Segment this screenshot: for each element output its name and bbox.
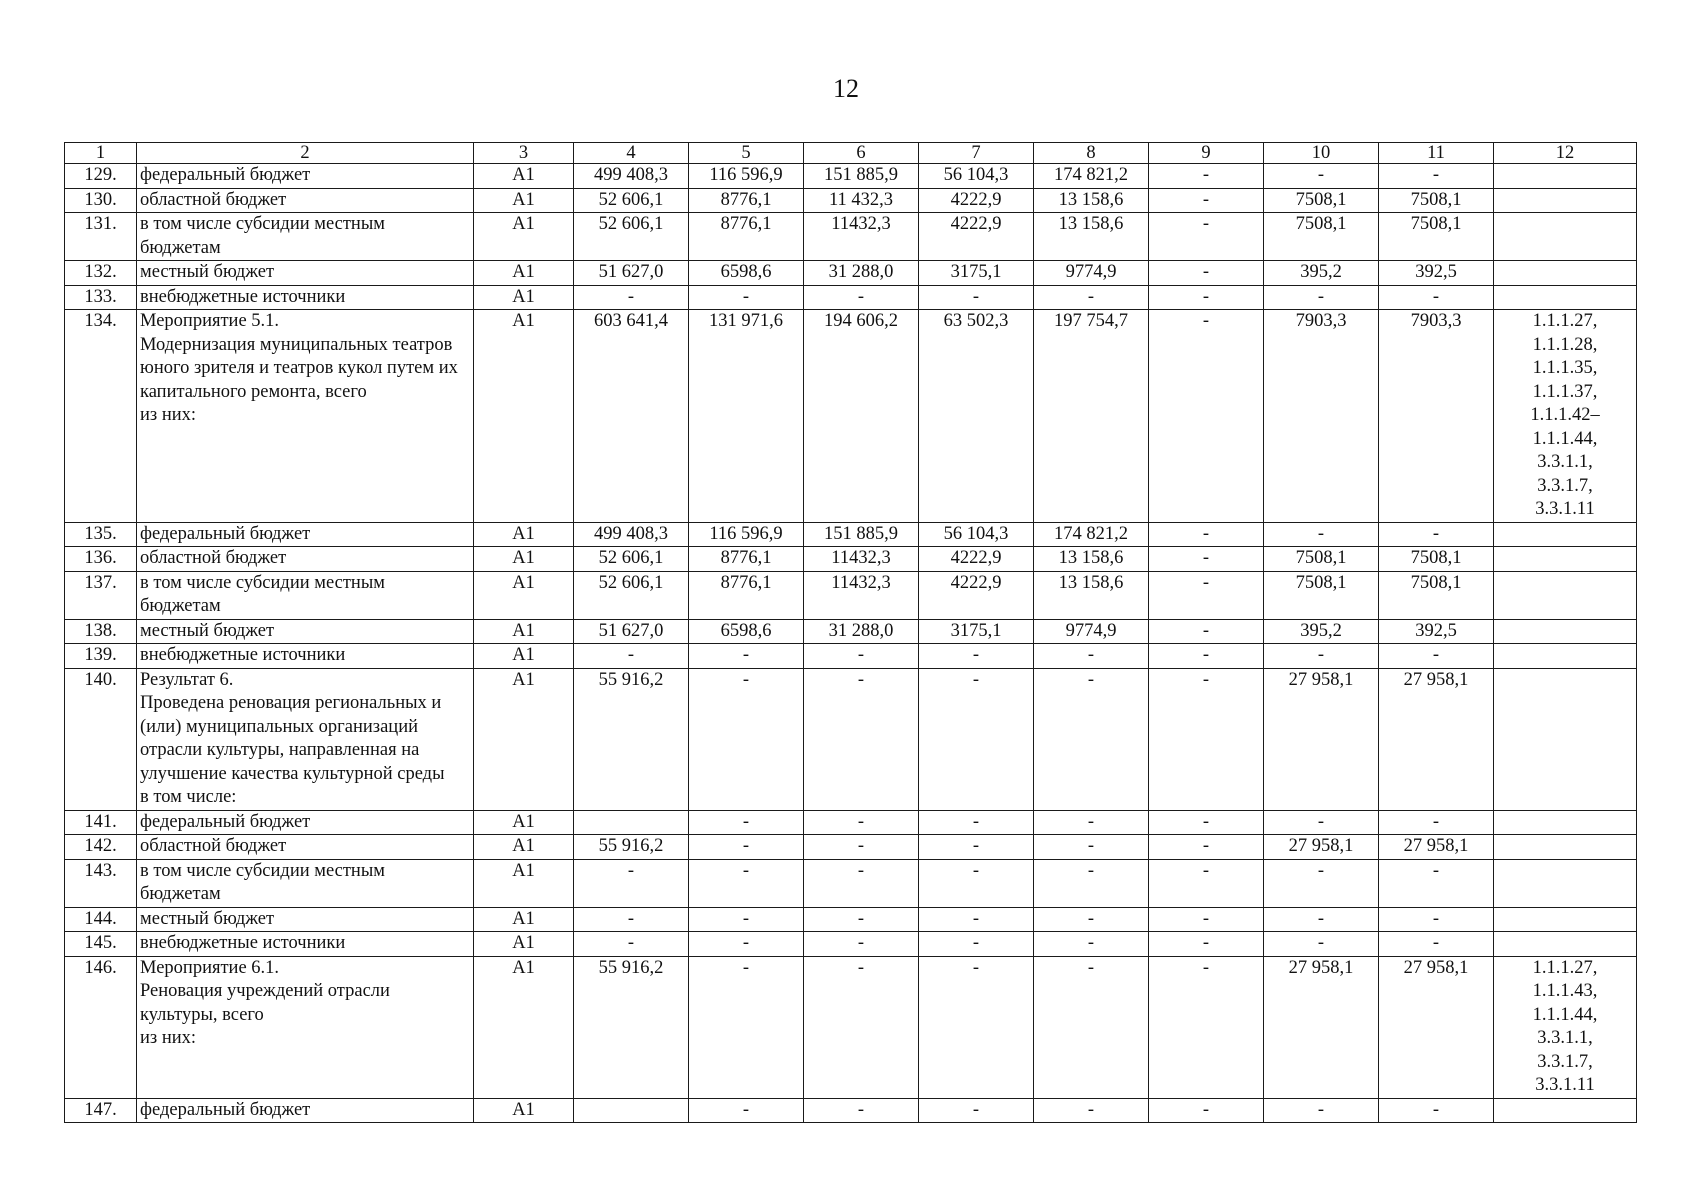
cell-col-4: 499 408,3: [574, 522, 689, 547]
cell-col-4: [574, 810, 689, 835]
cell-col-9: -: [1149, 188, 1264, 213]
cell-col-10: -: [1264, 810, 1379, 835]
cell-col-5: 116 596,9: [689, 522, 804, 547]
cell-col-8: -: [1034, 810, 1149, 835]
cell-col-11: -: [1379, 285, 1494, 310]
table-row: [65, 956, 1637, 1098]
cell-col-10: -: [1264, 859, 1379, 907]
cell-col-6: 151 885,9: [804, 522, 919, 547]
cell-col-6: 31 288,0: [804, 261, 919, 286]
cell-code: А1: [474, 859, 574, 907]
cell-indicators: [1494, 522, 1637, 547]
cell-indicators: [1494, 810, 1637, 835]
cell-col-8: 13 158,6: [1034, 213, 1149, 261]
table-row: [65, 213, 1637, 261]
cell-indicators: [1494, 164, 1637, 189]
cell-col-5: -: [689, 956, 804, 1098]
cell-col-7: -: [919, 907, 1034, 932]
cell-code: А1: [474, 932, 574, 957]
cell-code: А1: [474, 810, 574, 835]
cell-col-7: -: [919, 932, 1034, 957]
cell-col-7: -: [919, 285, 1034, 310]
cell-col-10: -: [1264, 285, 1379, 310]
cell-col-5: -: [689, 835, 804, 860]
cell-description: областной бюджет: [137, 835, 474, 860]
cell-code: А1: [474, 522, 574, 547]
cell-col-7: 56 104,3: [919, 164, 1034, 189]
cell-col-5: -: [689, 810, 804, 835]
cell-code: А1: [474, 261, 574, 286]
cell-col-4: 51 627,0: [574, 619, 689, 644]
cell-col-10: 7508,1: [1264, 188, 1379, 213]
cell-col-10: 7508,1: [1264, 571, 1379, 619]
cell-code: А1: [474, 619, 574, 644]
table-row: [65, 571, 1637, 619]
table-row: [65, 907, 1637, 932]
cell-col-9: -: [1149, 932, 1264, 957]
table-row: [65, 188, 1637, 213]
cell-col-6: -: [804, 810, 919, 835]
column-header: 8: [1034, 143, 1149, 164]
cell-code: А1: [474, 213, 574, 261]
cell-description: местный бюджет: [137, 907, 474, 932]
table-row: [65, 547, 1637, 572]
cell-indicators: [1494, 213, 1637, 261]
table-header-row: [65, 143, 1637, 164]
cell-col-11: 27 958,1: [1379, 956, 1494, 1098]
page-number: 12: [833, 74, 859, 103]
cell-col-4: 55 916,2: [574, 835, 689, 860]
column-header: 12: [1494, 143, 1637, 164]
cell-indicators: [1494, 932, 1637, 957]
cell-row-number: 145.: [65, 932, 137, 957]
cell-indicators: 1.1.1.27, 1.1.1.28, 1.1.1.35, 1.1.1.37, 1.1.1.42– 1.1.1.44, 3.3.1.1, 3.3.1.7, 3.3.1.11: [1494, 310, 1637, 523]
cell-col-9: -: [1149, 668, 1264, 810]
cell-col-4: 52 606,1: [574, 213, 689, 261]
column-header: 3: [474, 143, 574, 164]
cell-col-4: 52 606,1: [574, 571, 689, 619]
cell-row-number: 147.: [65, 1098, 137, 1123]
cell-col-6: 194 606,2: [804, 310, 919, 523]
cell-col-10: -: [1264, 907, 1379, 932]
table-row: [65, 810, 1637, 835]
cell-col-10: 7508,1: [1264, 547, 1379, 572]
table-row: [65, 261, 1637, 286]
cell-col-7: -: [919, 835, 1034, 860]
cell-col-10: -: [1264, 1098, 1379, 1123]
cell-col-11: -: [1379, 810, 1494, 835]
cell-row-number: 146.: [65, 956, 137, 1098]
cell-col-4: -: [574, 859, 689, 907]
cell-col-8: 9774,9: [1034, 261, 1149, 286]
cell-col-9: -: [1149, 644, 1264, 669]
column-header: 4: [574, 143, 689, 164]
cell-indicators: [1494, 188, 1637, 213]
cell-col-4: 52 606,1: [574, 188, 689, 213]
cell-col-6: -: [804, 835, 919, 860]
cell-col-4: -: [574, 932, 689, 957]
cell-description: федеральный бюджет: [137, 164, 474, 189]
cell-col-11: -: [1379, 522, 1494, 547]
cell-col-5: 6598,6: [689, 261, 804, 286]
cell-col-9: -: [1149, 810, 1264, 835]
cell-description: федеральный бюджет: [137, 522, 474, 547]
cell-col-9: -: [1149, 835, 1264, 860]
cell-col-7: -: [919, 956, 1034, 1098]
cell-col-8: -: [1034, 907, 1149, 932]
cell-col-10: 27 958,1: [1264, 668, 1379, 810]
cell-col-5: 8776,1: [689, 213, 804, 261]
cell-col-5: 131 971,6: [689, 310, 804, 523]
cell-col-8: -: [1034, 859, 1149, 907]
cell-col-7: -: [919, 644, 1034, 669]
cell-col-10: 27 958,1: [1264, 956, 1379, 1098]
cell-col-7: -: [919, 1098, 1034, 1123]
cell-code: А1: [474, 956, 574, 1098]
cell-col-9: -: [1149, 285, 1264, 310]
cell-code: А1: [474, 571, 574, 619]
table-row: [65, 285, 1637, 310]
cell-col-10: -: [1264, 932, 1379, 957]
cell-col-9: -: [1149, 164, 1264, 189]
cell-col-9: -: [1149, 522, 1264, 547]
cell-col-5: 8776,1: [689, 571, 804, 619]
column-header: 10: [1264, 143, 1379, 164]
cell-col-6: 11 432,3: [804, 188, 919, 213]
cell-col-6: -: [804, 285, 919, 310]
cell-col-4: 55 916,2: [574, 668, 689, 810]
cell-col-7: 4222,9: [919, 571, 1034, 619]
cell-description: в том числе субсидии местным бюджетам: [137, 213, 474, 261]
cell-col-4: 499 408,3: [574, 164, 689, 189]
cell-col-8: -: [1034, 668, 1149, 810]
cell-row-number: 137.: [65, 571, 137, 619]
cell-col-11: -: [1379, 859, 1494, 907]
cell-code: А1: [474, 1098, 574, 1123]
cell-col-11: -: [1379, 164, 1494, 189]
cell-col-8: 9774,9: [1034, 619, 1149, 644]
cell-description: федеральный бюджет: [137, 810, 474, 835]
column-header: 9: [1149, 143, 1264, 164]
cell-col-11: -: [1379, 932, 1494, 957]
table-row: [65, 668, 1637, 810]
cell-col-9: -: [1149, 213, 1264, 261]
cell-description: внебюджетные источники: [137, 932, 474, 957]
cell-row-number: 136.: [65, 547, 137, 572]
cell-row-number: 129.: [65, 164, 137, 189]
cell-col-7: 3175,1: [919, 619, 1034, 644]
column-header: 1: [65, 143, 137, 164]
column-header: 2: [137, 143, 474, 164]
cell-description: внебюджетные источники: [137, 644, 474, 669]
cell-indicators: 1.1.1.27, 1.1.1.43, 1.1.1.44, 3.3.1.1, 3.3.1.7, 3.3.1.11: [1494, 956, 1637, 1098]
cell-col-8: -: [1034, 1098, 1149, 1123]
cell-row-number: 131.: [65, 213, 137, 261]
cell-col-11: 7508,1: [1379, 547, 1494, 572]
cell-col-7: -: [919, 810, 1034, 835]
cell-col-4: 603 641,4: [574, 310, 689, 523]
cell-col-9: -: [1149, 261, 1264, 286]
cell-col-7: -: [919, 668, 1034, 810]
cell-col-7: 4222,9: [919, 547, 1034, 572]
cell-code: А1: [474, 907, 574, 932]
cell-col-5: -: [689, 1098, 804, 1123]
cell-col-8: 13 158,6: [1034, 188, 1149, 213]
cell-col-8: -: [1034, 932, 1149, 957]
cell-row-number: 135.: [65, 522, 137, 547]
cell-col-4: -: [574, 285, 689, 310]
cell-col-11: -: [1379, 1098, 1494, 1123]
cell-col-4: -: [574, 644, 689, 669]
column-header: 7: [919, 143, 1034, 164]
cell-indicators: [1494, 571, 1637, 619]
cell-col-5: -: [689, 668, 804, 810]
cell-col-6: -: [804, 644, 919, 669]
cell-col-5: 116 596,9: [689, 164, 804, 189]
column-header: 11: [1379, 143, 1494, 164]
cell-col-6: -: [804, 956, 919, 1098]
table-body: [65, 143, 1637, 1123]
cell-col-5: -: [689, 285, 804, 310]
cell-col-7: 63 502,3: [919, 310, 1034, 523]
cell-description: в том числе субсидии местным бюджетам: [137, 571, 474, 619]
table-row: [65, 164, 1637, 189]
cell-col-4: 55 916,2: [574, 956, 689, 1098]
cell-col-11: 27 958,1: [1379, 835, 1494, 860]
table-row: [65, 859, 1637, 907]
cell-code: А1: [474, 310, 574, 523]
cell-row-number: 139.: [65, 644, 137, 669]
cell-col-5: -: [689, 644, 804, 669]
table-row: [65, 1098, 1637, 1123]
cell-col-4: [574, 1098, 689, 1123]
cell-col-9: -: [1149, 1098, 1264, 1123]
cell-description: областной бюджет: [137, 188, 474, 213]
cell-col-9: -: [1149, 547, 1264, 572]
cell-row-number: 130.: [65, 188, 137, 213]
cell-description: местный бюджет: [137, 261, 474, 286]
cell-col-10: 395,2: [1264, 619, 1379, 644]
cell-col-9: -: [1149, 956, 1264, 1098]
cell-row-number: 144.: [65, 907, 137, 932]
cell-row-number: 138.: [65, 619, 137, 644]
column-header: 6: [804, 143, 919, 164]
cell-col-11: 392,5: [1379, 619, 1494, 644]
cell-indicators: [1494, 285, 1637, 310]
cell-col-8: 174 821,2: [1034, 164, 1149, 189]
cell-col-11: 7508,1: [1379, 188, 1494, 213]
cell-col-8: -: [1034, 956, 1149, 1098]
cell-col-8: 197 754,7: [1034, 310, 1149, 523]
cell-col-10: -: [1264, 644, 1379, 669]
cell-code: А1: [474, 835, 574, 860]
cell-indicators: [1494, 835, 1637, 860]
cell-col-10: -: [1264, 164, 1379, 189]
cell-col-6: -: [804, 907, 919, 932]
cell-row-number: 132.: [65, 261, 137, 286]
cell-description: федеральный бюджет: [137, 1098, 474, 1123]
cell-col-5: -: [689, 932, 804, 957]
cell-col-7: -: [919, 859, 1034, 907]
cell-col-6: -: [804, 859, 919, 907]
budget-table: [64, 142, 1637, 1123]
table-row: [65, 522, 1637, 547]
cell-code: А1: [474, 547, 574, 572]
cell-row-number: 140.: [65, 668, 137, 810]
cell-indicators: [1494, 644, 1637, 669]
cell-col-11: 392,5: [1379, 261, 1494, 286]
cell-code: А1: [474, 668, 574, 810]
cell-indicators: [1494, 261, 1637, 286]
cell-row-number: 133.: [65, 285, 137, 310]
column-header: 5: [689, 143, 804, 164]
cell-col-6: 11432,3: [804, 571, 919, 619]
cell-col-9: -: [1149, 859, 1264, 907]
cell-code: А1: [474, 188, 574, 213]
cell-col-11: -: [1379, 907, 1494, 932]
cell-col-4: 51 627,0: [574, 261, 689, 286]
cell-col-11: 7508,1: [1379, 213, 1494, 261]
cell-description: Мероприятие 6.1. Реновация учреждений отрасли культуры, всего из них:: [137, 956, 474, 1098]
cell-indicators: [1494, 619, 1637, 644]
cell-row-number: 141.: [65, 810, 137, 835]
cell-row-number: 143.: [65, 859, 137, 907]
cell-col-7: 56 104,3: [919, 522, 1034, 547]
cell-col-10: 7508,1: [1264, 213, 1379, 261]
cell-col-6: 151 885,9: [804, 164, 919, 189]
cell-col-6: -: [804, 668, 919, 810]
cell-description: Результат 6. Проведена реновация региональных и (или) муниципальных организаций отрасли культуры, направленная на улучшение качества культурной среды в том числе:: [137, 668, 474, 810]
table-row: [65, 619, 1637, 644]
cell-col-9: -: [1149, 619, 1264, 644]
cell-col-5: -: [689, 859, 804, 907]
cell-col-4: 52 606,1: [574, 547, 689, 572]
cell-col-11: 27 958,1: [1379, 668, 1494, 810]
cell-col-6: -: [804, 1098, 919, 1123]
cell-description: областной бюджет: [137, 547, 474, 572]
cell-description: Мероприятие 5.1. Модернизация муниципальных театров юного зрителя и театров кукол путем их капитального ремонта, всего из них:: [137, 310, 474, 523]
cell-col-5: 8776,1: [689, 188, 804, 213]
table-row: [65, 644, 1637, 669]
cell-col-6: -: [804, 932, 919, 957]
cell-col-6: 31 288,0: [804, 619, 919, 644]
cell-col-7: 4222,9: [919, 188, 1034, 213]
cell-col-7: 4222,9: [919, 213, 1034, 261]
cell-col-5: -: [689, 907, 804, 932]
cell-col-10: 395,2: [1264, 261, 1379, 286]
cell-col-8: 13 158,6: [1034, 571, 1149, 619]
cell-row-number: 134.: [65, 310, 137, 523]
cell-col-9: -: [1149, 571, 1264, 619]
cell-col-5: 6598,6: [689, 619, 804, 644]
cell-col-8: 174 821,2: [1034, 522, 1149, 547]
cell-col-6: 11432,3: [804, 213, 919, 261]
cell-indicators: [1494, 547, 1637, 572]
cell-col-10: 7903,3: [1264, 310, 1379, 523]
cell-col-4: -: [574, 907, 689, 932]
cell-description: внебюджетные источники: [137, 285, 474, 310]
cell-indicators: [1494, 668, 1637, 810]
cell-description: в том числе субсидии местным бюджетам: [137, 859, 474, 907]
cell-col-10: -: [1264, 522, 1379, 547]
cell-col-6: 11432,3: [804, 547, 919, 572]
cell-col-10: 27 958,1: [1264, 835, 1379, 860]
cell-col-8: -: [1034, 644, 1149, 669]
cell-code: А1: [474, 164, 574, 189]
cell-row-number: 142.: [65, 835, 137, 860]
cell-code: А1: [474, 644, 574, 669]
cell-col-7: 3175,1: [919, 261, 1034, 286]
cell-col-8: 13 158,6: [1034, 547, 1149, 572]
cell-col-8: -: [1034, 835, 1149, 860]
table-row: [65, 310, 1637, 523]
cell-col-8: -: [1034, 285, 1149, 310]
cell-col-9: -: [1149, 907, 1264, 932]
cell-col-11: 7903,3: [1379, 310, 1494, 523]
cell-indicators: [1494, 907, 1637, 932]
cell-indicators: [1494, 859, 1637, 907]
cell-col-9: -: [1149, 310, 1264, 523]
table-row: [65, 835, 1637, 860]
cell-description: местный бюджет: [137, 619, 474, 644]
cell-col-11: -: [1379, 644, 1494, 669]
cell-col-5: 8776,1: [689, 547, 804, 572]
cell-col-11: 7508,1: [1379, 571, 1494, 619]
cell-code: А1: [474, 285, 574, 310]
table-row: [65, 932, 1637, 957]
cell-indicators: [1494, 1098, 1637, 1123]
